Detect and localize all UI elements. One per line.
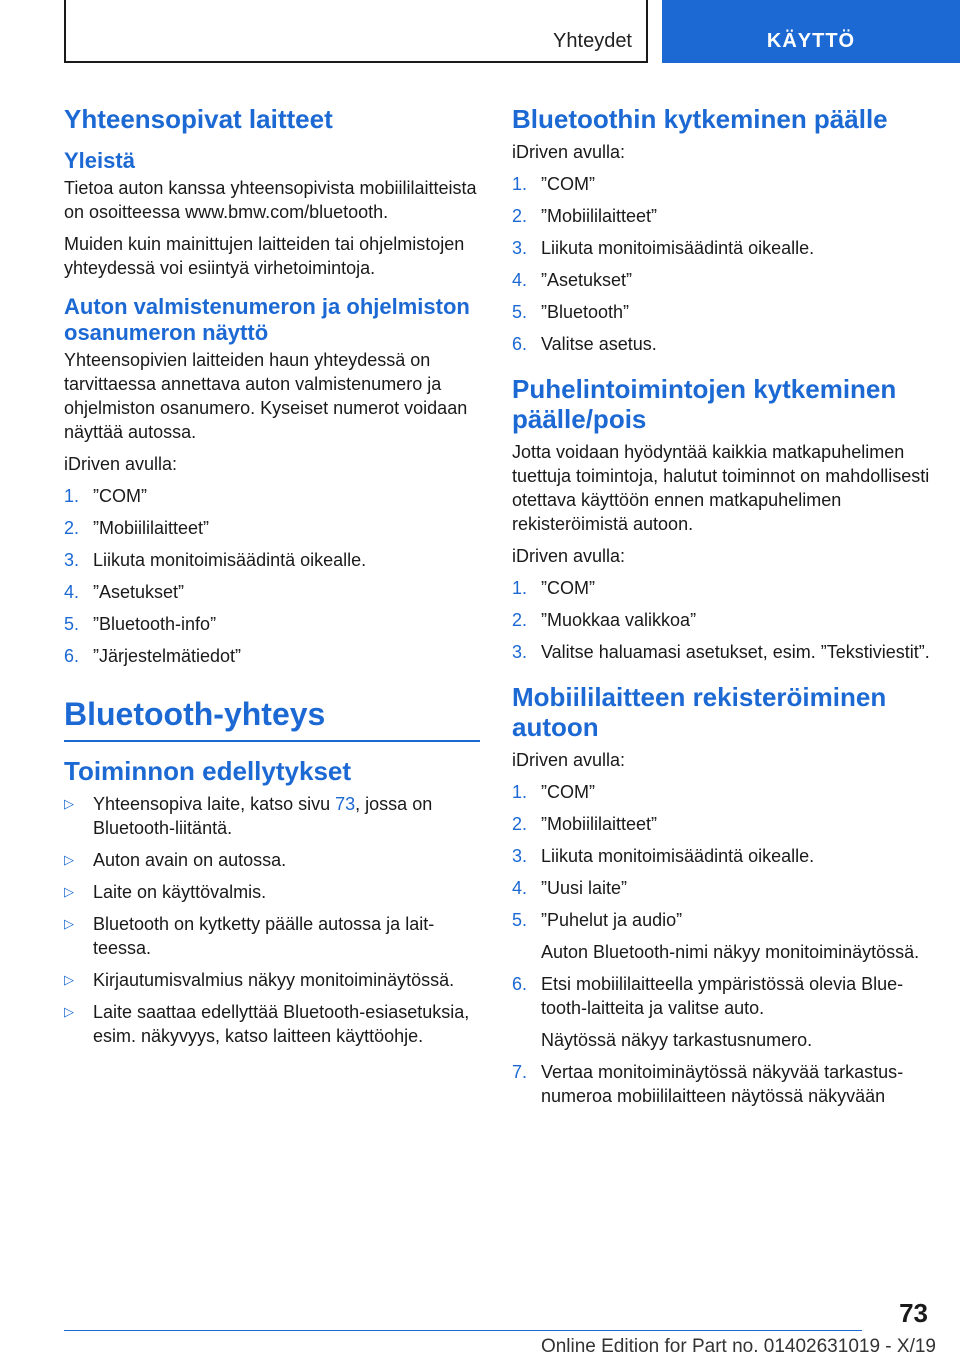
steps-list-vin — [64, 484, 480, 668]
step-number: 5. — [512, 302, 528, 322]
step-number: 5. — [512, 910, 528, 930]
step-number: 2. — [64, 518, 80, 538]
list-item: 4. ”Asetukset” — [512, 270, 633, 290]
triangle-bullet-icon: ▷ — [64, 795, 74, 811]
triangle-bullet-icon: ▷ — [64, 851, 74, 867]
heading-register-device: Mobiililaitteen rekisteröiminen autoon — [512, 682, 887, 742]
triangle-bullet-icon: ▷ — [64, 915, 74, 931]
step-number: 4. — [512, 270, 528, 290]
list-item: 2. ”Muokkaa valikkoa” — [512, 610, 697, 630]
step-number: 4. — [64, 582, 80, 602]
step-number: 2. — [512, 814, 528, 834]
heading-general: Yleistä — [64, 148, 135, 173]
footer-rule — [64, 1330, 862, 1331]
list-item: 3. Liikuta monitoimisäädintä oikealle. — [512, 846, 815, 866]
header-chapter-title: KÄYTTÖ — [766, 30, 856, 52]
list-item: 2. ”Mobiililaitteet” — [512, 206, 658, 226]
list-item: ▷ Auton avain on autossa. — [64, 849, 287, 870]
step-note: Auton Bluetooth-nimi näkyy monitoiminäytössä. — [541, 942, 920, 962]
list-item: 2. ”Mobiililaitteet” — [512, 814, 658, 834]
page-number: 73 — [899, 1298, 928, 1328]
step-number: 4. — [512, 878, 528, 898]
step-note: Näytössä näkyy tarkastusnumero. — [541, 1030, 813, 1050]
step-number: 3. — [64, 550, 80, 570]
step-number: 3. — [512, 846, 528, 866]
list-item: ▷ Laite saattaa edellyttää Bluetooth-esiasetuksia, esim. näkyvyys, katso laitteen käyttöohje. — [64, 1001, 470, 1046]
paragraph-idrive-intro: iDriven avulla: — [64, 454, 178, 474]
list-item: 6. Valitse asetus. — [512, 334, 657, 354]
header-chapter-tab — [662, 0, 960, 63]
paragraph-vin-info: Yhteensopivien laitteiden haun yhteydessä on tarvittaessa annettava auton valmistenumero ja ohjelmiston osanumero. Kyseiset numerot voidaan näyttää autossa. — [64, 350, 468, 442]
steps-list-phone-functions — [512, 576, 932, 664]
heading-vin-display: Auton valmistenumeron ja ohjelmiston osanumeron näyttö — [64, 294, 470, 345]
triangle-bullet-icon: ▷ — [64, 1003, 74, 1019]
left-column — [64, 100, 480, 1056]
list-item: 3. Liikuta monitoimisäädintä oikealle. — [64, 550, 367, 570]
step-number: 2. — [512, 610, 528, 630]
list-item: 1. ”COM” — [512, 174, 595, 194]
list-item: 5. ”Bluetooth-info” — [64, 614, 217, 634]
steps-list-register — [512, 780, 932, 1108]
heading-phone-functions: Puhelintoimintojen kytkeminen päälle/pois — [512, 374, 897, 434]
list-item: 3. Valitse haluamasi asetukset, esim. ”Tekstiviestit”. — [512, 642, 930, 662]
list-item: ▷ Bluetooth on kytketty päälle autossa ja laitteessa. — [64, 913, 435, 958]
steps-list-bluetooth-on — [512, 172, 932, 356]
step-number: 6. — [512, 974, 528, 994]
step-number: 3. — [512, 642, 528, 662]
header-section-box — [64, 0, 648, 63]
step-number: 3. — [512, 238, 528, 258]
step-number: 1. — [64, 486, 80, 506]
list-item: 7. Vertaa monitoiminäytössä näkyvää tarkastusnumeroa mobiililaitteen näytössä näkyvään — [512, 1062, 904, 1106]
step-number: 7. — [512, 1062, 528, 1082]
list-item: ▷ Kirjautumisvalmius näkyy monitoiminäytössä. — [64, 969, 455, 990]
header-section-title: Yhteydet — [553, 30, 632, 52]
heading-compatible-devices: Yhteensopivat laitteet — [64, 104, 333, 134]
paragraph-compat-info: Tietoa auton kanssa yhteensopivista mobiililaitteista on osoitteessa www.bmw.com/bluetooth. — [64, 178, 477, 222]
list-item: 1. ”COM” — [512, 782, 595, 802]
paragraph-idrive-intro: iDriven avulla: — [512, 750, 626, 770]
step-number: 6. — [512, 334, 528, 354]
list-item: 5. ”Puhelut ja audio” Auton Bluetooth-nimi näkyy monitoiminäytössä. — [512, 908, 932, 964]
triangle-bullet-icon: ▷ — [64, 883, 74, 899]
heading-rule — [64, 740, 480, 742]
step-number: 1. — [512, 578, 528, 598]
list-item: 4. ”Uusi laite” — [512, 878, 628, 898]
list-item: 5. ”Bluetooth” — [512, 302, 630, 322]
heading-bluetooth-connection: Bluetooth-yhteys — [64, 696, 326, 732]
step-number: 5. — [64, 614, 80, 634]
list-item: 3. Liikuta monitoimisäädintä oikealle. — [512, 238, 815, 258]
step-number: 6. — [64, 646, 80, 666]
step-number: 2. — [512, 206, 528, 226]
list-item: 2. ”Mobiililaitteet” — [64, 518, 210, 538]
page-link[interactable]: 73 — [335, 793, 356, 814]
footer-edition: Online Edition for Part no. 01402631019 - X/19 — [540, 1336, 936, 1357]
paragraph-idrive-intro: iDriven avulla: — [512, 546, 626, 566]
list-item: 6. ”Järjestelmätiedot” — [64, 646, 242, 666]
step-number: 1. — [512, 174, 528, 194]
list-item: ▷ Laite on käyttövalmis. — [64, 881, 267, 902]
right-column — [512, 100, 932, 1116]
list-item: 1. ”COM” — [64, 486, 147, 506]
list-item: 4. ”Asetukset” — [64, 582, 185, 602]
heading-requirements: Toiminnon edellytykset — [64, 755, 352, 786]
list-item: 1. ”COM” — [512, 578, 595, 598]
triangle-bullet-icon: ▷ — [64, 971, 74, 987]
heading-bluetooth-on: Bluetoothin kytkeminen päälle — [512, 104, 888, 134]
paragraph-malfunction: Muiden kuin mainittujen laitteiden tai ohjelmistojen yhteydessä voi esiintyä virhetoimintoja. — [64, 234, 465, 278]
step-number: 1. — [512, 782, 528, 802]
paragraph-phone-functions: Jotta voidaan hyödyntää kaikkia matkapuhelimen tuettuja toimintoja, halutut toiminnot on mahdollisesti otettava käyttöön ennen matkapuhelimen rekisteröimistä autoon. — [512, 442, 930, 534]
list-item: 6. Etsi mobiililaitteella ympäristössä olevia Bluetooth-laitteita ja valitse auto. Näytössä näkyy tarkastusnumero. — [512, 972, 932, 1052]
paragraph-idrive-intro: iDriven avulla: — [512, 142, 626, 162]
requirements-list — [64, 792, 480, 1048]
list-item: ▷ Yhteensopiva laite, katso sivu 73, jossa on Bluetooth-liitäntä. — [64, 793, 433, 838]
